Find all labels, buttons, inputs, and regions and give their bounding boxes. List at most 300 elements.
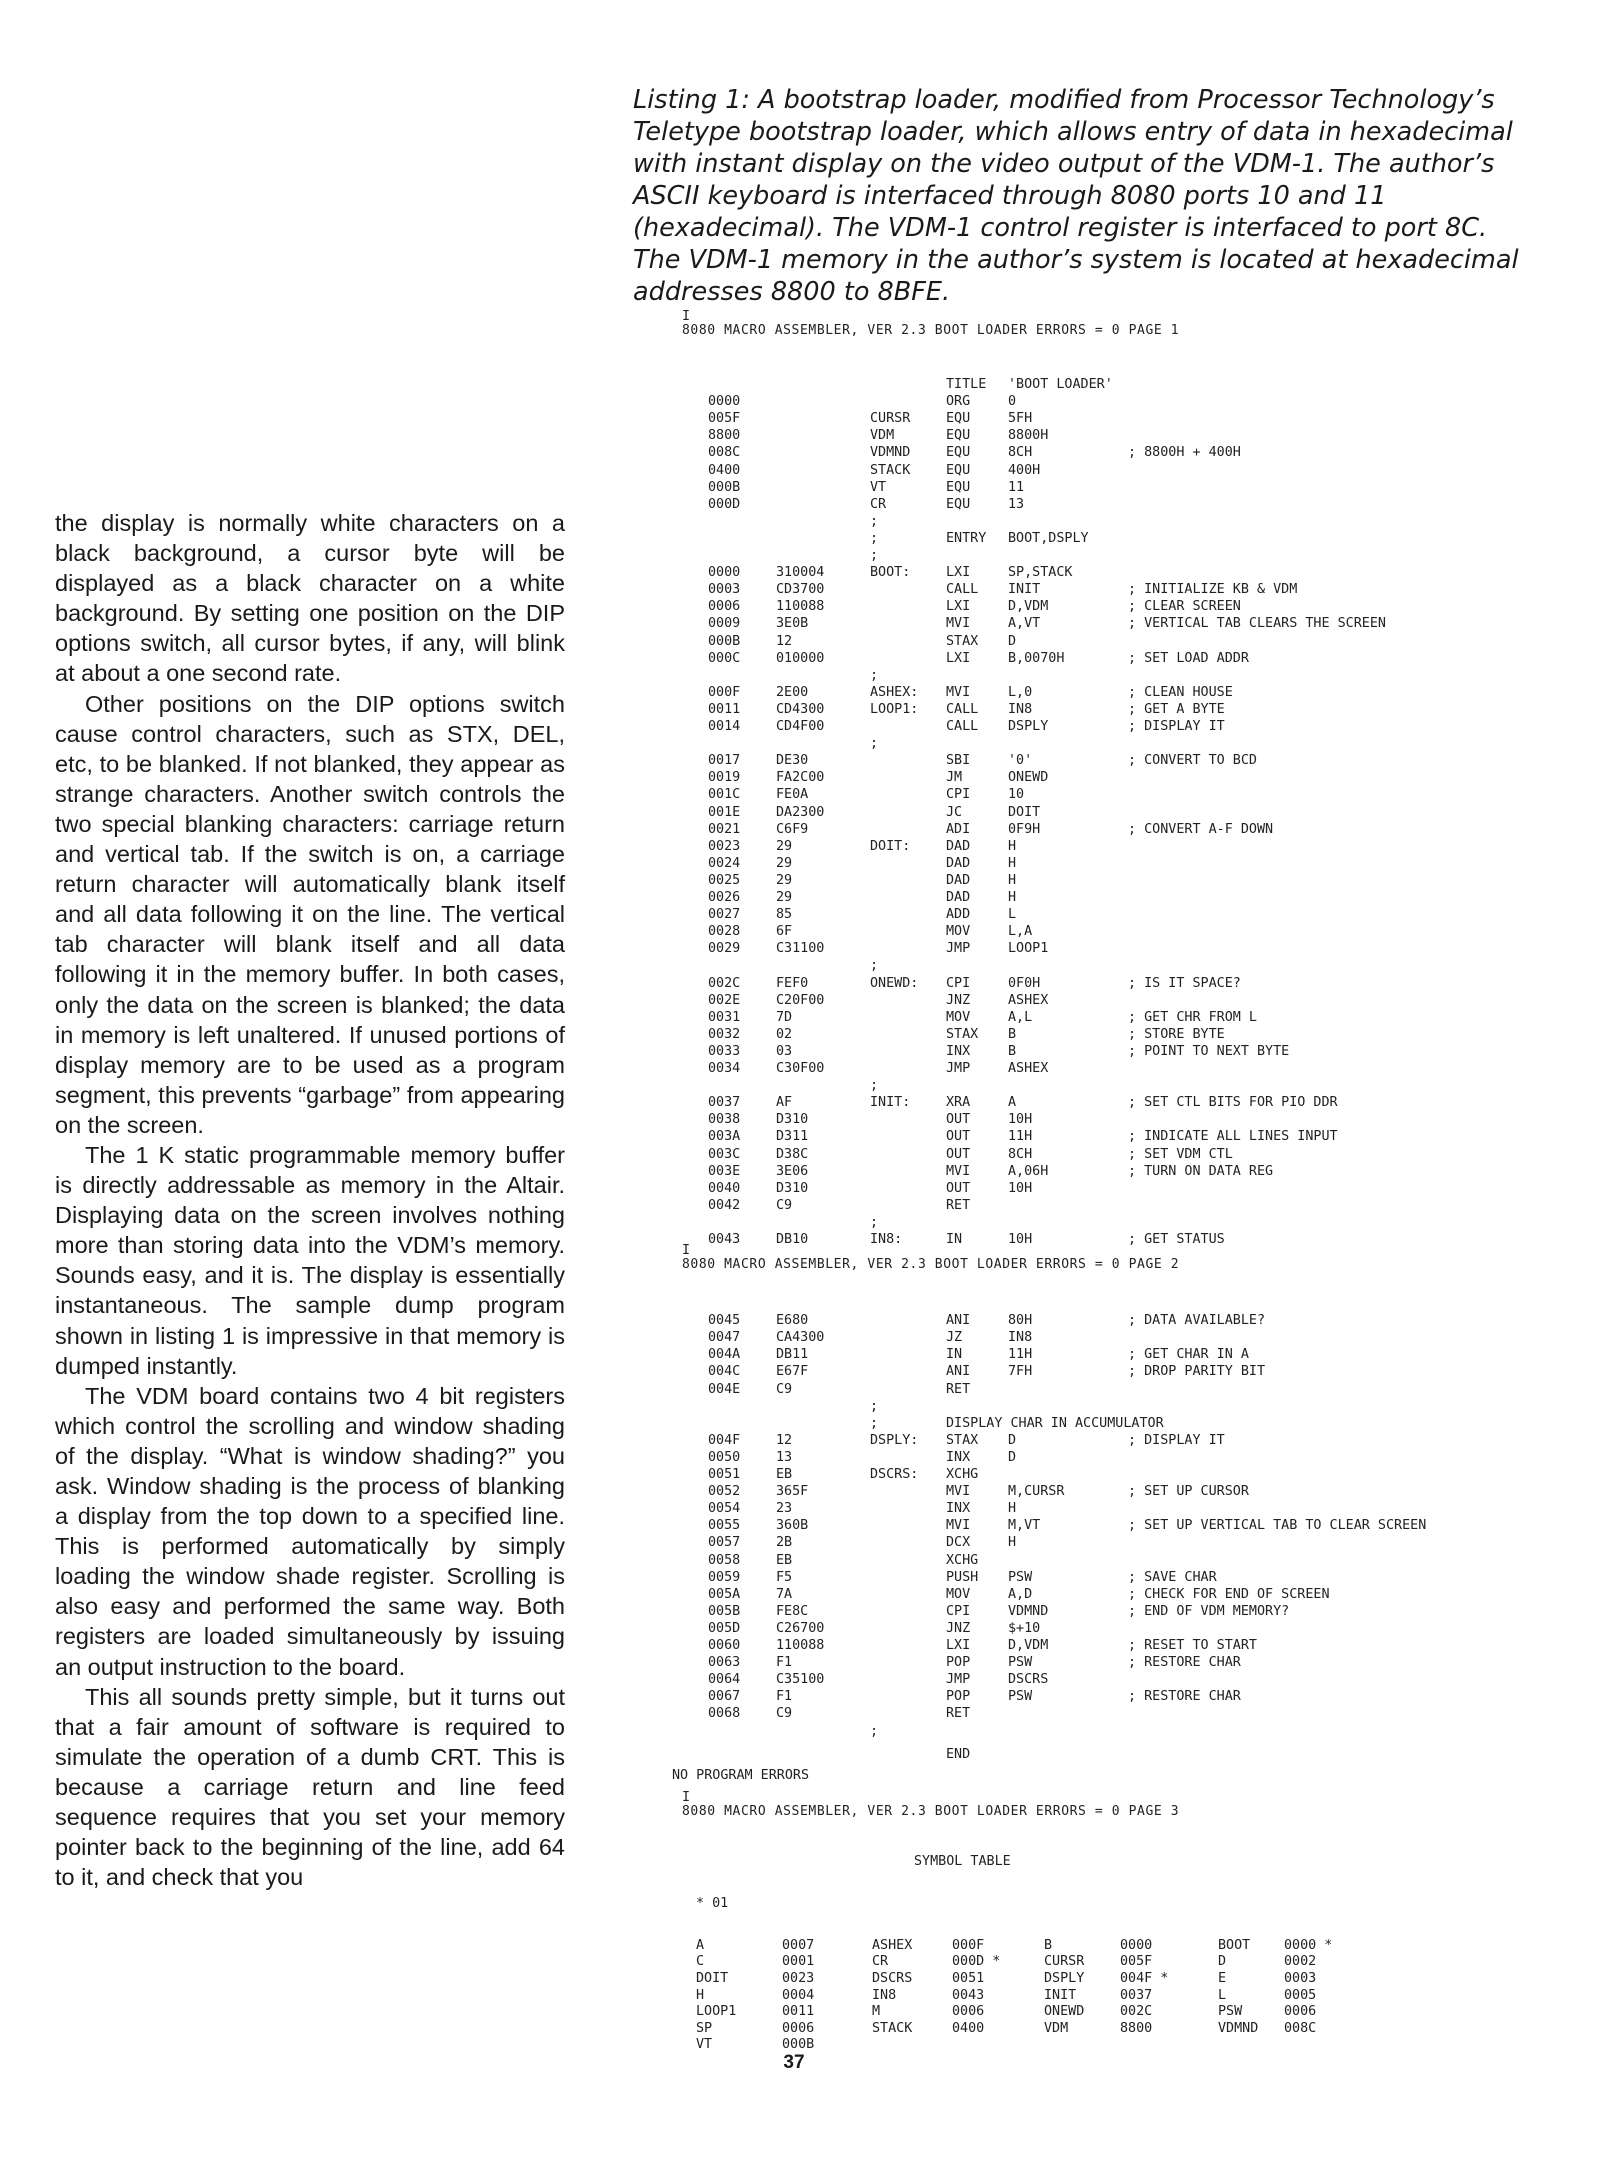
symbol-name: VDMND [1218,2020,1259,2036]
symbol-name: IN8 [872,1987,897,2003]
opcode: OUT [946,1146,971,1162]
symbol-value: 0000 [1120,1937,1153,1953]
symbol-value: 0023 [782,1970,815,1986]
operand: ONEWD [1008,770,1049,786]
object-code: 12 [776,633,793,649]
object-code: C26700 [776,1620,825,1636]
operand: D,VDM [1008,1638,1049,1653]
line-address: 0067 [708,1689,741,1705]
object-code: DE30 [776,753,809,769]
line-address: 0026 [708,890,741,905]
opcode: CALL [946,582,979,598]
object-code: 29 [776,872,793,888]
operand: IN8 [1008,701,1033,717]
operand: A,VT [1008,616,1041,632]
line-label: ONEWD: [870,975,919,991]
line-label: LOOP1: [870,701,919,717]
line-label: VT [870,479,887,495]
object-code: 2B [776,1535,793,1551]
line-address: 001E [708,804,741,820]
operand: A [1008,1095,1017,1111]
line-label: ; [870,667,879,683]
object-code: 110088 [776,599,825,615]
operand: 8800H [1008,428,1049,444]
comment: ; CONVERT TO BCD [1128,753,1257,769]
comment: ; INITIALIZE KB & VDM [1128,582,1298,598]
opcode: POP [946,1655,971,1671]
line-label: IN8: [870,1232,903,1247]
symbol-value: 0007 [782,1937,815,1953]
object-code: 310004 [776,565,825,581]
line-label: DOIT: [870,838,911,854]
page-number: 37 [783,2052,805,2073]
line-address: 0051 [708,1467,741,1482]
opcode: RET [946,1706,971,1722]
symbol-value: 0006 [952,2004,985,2020]
symbol-name: STACK [872,2020,913,2036]
object-code: FE0A [776,787,809,803]
operand: L,0 [1008,684,1033,700]
line-address: 0028 [708,924,741,940]
symbol-value: 0005 [1284,1987,1317,2003]
object-code: 7D [776,1009,793,1025]
opcode: JC [946,804,963,820]
opcode: XCHG [946,1552,979,1568]
comment: ; CONVERT A-F DOWN [1128,821,1274,837]
line-address: 008C [708,445,741,461]
opcode: LXI [946,650,971,666]
operand: 8CH [1008,1146,1033,1162]
line-label: VDM [870,428,895,444]
opcode: TITLE [946,377,987,392]
object-code: 360B [776,1518,809,1534]
object-code: 010000 [776,650,825,666]
operand: INIT [1008,582,1041,598]
object-code: 3E0B [776,616,809,632]
symbol-value: 0051 [952,1970,985,1986]
opcode: ENTRY [946,530,987,546]
page-break-mark: I [682,309,691,324]
opcode: STAX [946,1026,979,1042]
operand: ASHEX [1008,1061,1049,1076]
operand: B [1008,1026,1017,1042]
operand: PSW [1008,1689,1033,1705]
operand: D [1008,1449,1017,1465]
line-address: 0000 [708,565,741,581]
opcode: EQU [946,462,971,478]
opcode: MOV [946,1009,971,1025]
symbol-name: ASHEX [872,1937,913,1953]
symbol-name: VDM [1044,2020,1069,2036]
opcode: JNZ [946,992,971,1008]
object-code: C31100 [776,941,825,957]
object-code: 29 [776,838,793,854]
opcode: OUT [946,1112,971,1128]
operand: D,VDM [1008,599,1049,615]
opcode: POP [946,1689,971,1705]
comment: ; DISPLAY IT [1128,719,1225,734]
operand: 7FH [1008,1364,1033,1380]
comment: ; SET VDM CTL [1128,1146,1233,1162]
comment: ; INDICATE ALL LINES INPUT [1128,1129,1338,1145]
line-address: 005D [708,1620,741,1636]
symbol-value: 0002 [1284,1954,1317,1970]
symbol-value: 8800 [1120,2020,1153,2036]
opcode: JMP [946,1672,971,1688]
line-label: ; [870,1398,879,1414]
line-address: 0057 [708,1535,741,1551]
opcode: ANI [946,1364,971,1380]
symbol-name: C [696,1954,705,1970]
opcode: SBI [946,753,971,769]
operand: 0 [1008,394,1017,410]
opcode: JZ [946,1330,963,1346]
object-code: C30F00 [776,1061,825,1076]
opcode: IN [946,1347,963,1363]
symbol-name: PSW [1218,2004,1243,2020]
comment: ; GET CHR FROM L [1128,1009,1257,1025]
operand: 0F9H [1008,821,1041,837]
object-code: E67F [776,1364,809,1380]
opcode: LXI [946,1638,971,1653]
line-address: 0045 [708,1313,741,1329]
opcode: EQU [946,411,971,427]
operand: 10H [1008,1232,1033,1247]
line-address: 0055 [708,1518,741,1534]
symbol-value: 004F * [1120,1970,1169,1986]
symbol-value: 0011 [782,2004,815,2020]
object-code: 110088 [776,1638,825,1653]
symbol-value: 002C [1120,2004,1153,2020]
object-code: F1 [776,1689,793,1705]
operand: 0F0H [1008,975,1041,991]
line-label: CURSR [870,411,911,427]
operand: H [1008,872,1017,888]
opcode: STAX [946,633,979,649]
object-code: CD4F00 [776,719,825,734]
comment: ; DISPLAY IT [1128,1432,1225,1448]
object-code: EB [776,1552,793,1568]
symbol-value: 005F [1120,1954,1153,1970]
comment: ; SAVE CHAR [1128,1569,1217,1585]
opcode: XCHG [946,1467,979,1482]
operand: 5FH [1008,411,1033,427]
line-address: 0031 [708,1009,741,1025]
operand: L [1008,907,1017,923]
comment: ; GET CHAR IN A [1128,1347,1249,1363]
comment: ; IS IT SPACE? [1128,975,1241,991]
comment: ; CHECK FOR END OF SCREEN [1128,1586,1330,1602]
symbol-value: 000B [782,2037,815,2053]
line-address: 0058 [708,1552,741,1568]
opcode: MVI [946,616,971,632]
opcode: RET [946,1197,971,1213]
operand: ASHEX [1008,992,1049,1008]
line-address: 0014 [708,719,741,734]
line-address: 0029 [708,941,741,957]
line-address: 002C [708,975,741,991]
opcode: CALL [946,719,979,734]
opcode: PUSH [946,1569,979,1585]
line-address: 0011 [708,701,741,717]
opcode: STAX [946,1432,979,1448]
assembler-page-header: 8080 MACRO ASSEMBLER, VER 2.3 BOOT LOADER ERRORS = 0 PAGE 3 [682,1803,1180,1819]
comment: ; POINT TO NEXT BYTE [1128,1043,1290,1059]
opcode: INX [946,1501,971,1517]
operand: 80H [1008,1313,1033,1329]
operand: B [1008,1043,1017,1059]
symbol-value: 0001 [782,1954,815,1970]
symbol-name: BOOT [1218,1937,1251,1953]
line-address: 8800 [708,428,741,444]
symbol-name: SP [696,2020,713,2036]
object-code: C6F9 [776,821,809,837]
operand: 8CH [1008,445,1033,461]
comment: ; RESET TO START [1128,1638,1257,1653]
operand: B,0070H [1008,650,1065,666]
line-address: 0042 [708,1197,741,1213]
object-code: C9 [776,1706,793,1722]
line-address: 0038 [708,1112,741,1128]
operand: IN8 [1008,1330,1033,1346]
line-address: 003C [708,1146,741,1162]
comment: ; TURN ON DATA REG [1128,1163,1274,1179]
line-address: 0019 [708,770,741,786]
line-label: ; [870,1214,879,1230]
comment: ; CLEAN HOUSE [1128,684,1233,700]
opcode: INX [946,1449,971,1465]
comment: ; DATA AVAILABLE? [1128,1313,1266,1329]
opcode: ADD [946,907,971,923]
opcode: EQU [946,445,971,461]
operand: BOOT,DSPLY [1008,530,1089,546]
operand: H [1008,838,1017,854]
comment: ; SET UP CURSOR [1128,1484,1249,1500]
symbol-table-marker: * 01 [696,1895,729,1911]
operand: DOIT [1008,804,1041,820]
line-label: ; [870,958,879,974]
symbol-name: CR [872,1954,889,1970]
symbol-value: 0400 [952,2020,985,2036]
line-address: 0000 [708,394,741,410]
operand: A,06H [1008,1163,1049,1179]
opcode: END [946,1746,971,1762]
comment: ; SET UP VERTICAL TAB TO CLEAR SCREEN [1128,1518,1427,1534]
line-address: 0027 [708,907,741,923]
object-code: D310 [776,1180,809,1196]
operand: 'BOOT LOADER' [1008,377,1113,392]
line-label: ; [870,513,879,529]
comment: ; STORE BYTE [1128,1026,1225,1042]
object-code: C9 [776,1197,793,1213]
line-address: 000F [708,684,741,700]
line-label: ; [870,736,879,752]
line-label: BOOT: [870,565,911,581]
opcode: ANI [946,1313,971,1329]
opcode: INX [946,1043,971,1059]
opcode: MVI [946,1484,971,1500]
symbol-name: ONEWD [1044,2004,1085,2020]
object-code: CD3700 [776,582,825,598]
object-code: C20F00 [776,992,825,1008]
comment: ; GET A BYTE [1128,701,1225,717]
operand: 10 [1008,787,1025,803]
object-code: D310 [776,1112,809,1128]
symbol-value: 0006 [782,2020,815,2036]
line-address: 0043 [708,1232,741,1247]
symbol-value: 0003 [1284,1970,1317,1986]
line-label: ; [870,1723,879,1739]
opcode: CPI [946,1603,971,1619]
comment: ; VERTICAL TAB CLEARS THE SCREEN [1128,616,1386,632]
opcode: JMP [946,1061,971,1076]
line-address: 0040 [708,1180,741,1196]
line-label: STACK [870,462,911,478]
operand: D [1008,1432,1017,1448]
opcode: DAD [946,872,971,888]
object-code: 7A [776,1586,793,1602]
line-address: 0037 [708,1095,741,1111]
operand: DSCRS [1008,1672,1049,1688]
operand: A,D [1008,1586,1033,1602]
operand: VDMND [1008,1603,1049,1619]
article-paragraph: the display is normally white characters on a black background, a cursor byte will be displayed as a black character on a white background. By setting one position on the DIP options switch, all cursor bytes, if any, will blink at about a one second rate. [55,510,565,687]
opcode: ADI [946,821,971,837]
line-address: 0047 [708,1330,741,1346]
line-label: ASHEX: [870,684,919,700]
opcode: DAD [946,855,971,871]
line-address: 0003 [708,582,741,598]
line-label: CR [870,496,887,512]
line-address: 0032 [708,1026,741,1042]
line-address: 005F [708,411,741,427]
object-code: AF [776,1095,793,1111]
operand: $+10 [1008,1620,1041,1636]
line-address: 0024 [708,855,741,871]
opcode: MOV [946,924,971,940]
object-code: DB10 [776,1232,809,1247]
operand: H [1008,1535,1017,1551]
line-label: DSCRS: [870,1467,919,1482]
object-code: CD4300 [776,701,825,717]
symbol-name: VT [696,2037,713,2053]
line-address: 003A [708,1129,741,1145]
opcode: DAD [946,890,971,905]
line-address: 0021 [708,821,741,837]
opcode: JMP [946,941,971,957]
line-address: 0006 [708,599,741,615]
comment: ; END OF VDM MEMORY? [1128,1603,1290,1619]
object-code: DB11 [776,1347,809,1363]
operand: 11 [1008,479,1025,495]
object-code: D38C [776,1146,809,1162]
symbol-name: DSCRS [872,1970,913,1986]
line-address: 0059 [708,1569,741,1585]
line-address: 0063 [708,1655,741,1671]
assembler-page-header: 8080 MACRO ASSEMBLER, VER 2.3 BOOT LOADER ERRORS = 0 PAGE 1 [682,323,1180,338]
object-code: F5 [776,1569,793,1585]
opcode: CALL [946,701,979,717]
operand: '0' [1008,753,1033,769]
operand: SP,STACK [1008,565,1073,581]
object-code: E680 [776,1313,809,1329]
listing-caption: Listing 1: A bootstrap loader, modified from Processor Technology’s Teletype bootstrap loader, which allows entry of data in hexadecimal with instant display on the video output of the VDM-1. The author’s ASCII keyboard is interfaced through 8080 ports 10 and 11 (hexadecimal). The VDM-1 control register is interfaced to port 8C. The VDM-1 memory in the author’s system is located at hexadecimal addresses 8800 to 8BFE. [633,85,1519,307]
line-address: 005B [708,1603,741,1619]
operand: 11H [1008,1347,1033,1363]
operand: H [1008,855,1017,871]
object-code: 03 [776,1043,793,1059]
line-address: 004F [708,1432,741,1448]
line-address: 000D [708,496,741,512]
symbol-name: LOOP1 [696,2004,737,2020]
operand: 400H [1008,462,1041,478]
symbol-table-title: SYMBOL TABLE [914,1853,1011,1869]
object-code: 23 [776,1501,793,1517]
operand: LOOP1 [1008,941,1049,957]
line-address: 0033 [708,1043,741,1059]
operand: H [1008,890,1017,905]
opcode: IN [946,1232,963,1247]
article-paragraph: Other positions on the DIP options switch cause control characters, such as STX, DEL, etc, to be blanked. If not blanked, they appear as strange characters. Another switch controls the two special blanking characters: carriage return and vertical tab. If the switch is on, a carriage return character will automatically blank itself and all data following it on the line. The vertical tab character will blank itself and all data following it in the memory buffer. In both cases, only the data on the screen is blanked; the data in memory is left unaltered. If unused portions of display memory are to be used as a program segment, this prevents “garbage” from appearing on the screen. [55,690,565,1138]
operand: D [1008,633,1017,649]
line-address: 004A [708,1347,741,1363]
operand: 10H [1008,1112,1033,1128]
object-code: 2E00 [776,684,809,700]
object-code: 02 [776,1026,793,1042]
opcode: EQU [946,496,971,512]
article-paragraph: The VDM board contains two 4 bit registers which control the scrolling and window shading of the display. “What is window shading?” you ask. Window shading is the process of blanking a display from the top down to a specified line. This is performed automatically by simply loading the window shade register. Scrolling is also easy and performed the same way. Both registers are loaded simultaneously by issuing an output instruction to the board. [55,1382,565,1680]
line-address: 0400 [708,462,741,478]
opcode: MVI [946,1518,971,1534]
object-code: EB [776,1467,793,1482]
object-code: DA2300 [776,804,825,820]
object-code: 3E06 [776,1163,809,1179]
symbol-value: 000F [952,1937,985,1953]
line-address: 0023 [708,838,741,854]
symbol-value: 0004 [782,1987,815,2003]
assembler-listing [672,309,1552,2053]
line-address: 004E [708,1381,741,1397]
line-label: ; [870,530,879,546]
object-code: C9 [776,1381,793,1397]
symbol-name: A [696,1937,705,1953]
symbol-name: INIT [1044,1987,1077,2003]
object-code: 365F [776,1484,809,1500]
opcode: EQU [946,428,971,444]
line-address: 0009 [708,616,741,632]
object-code: 85 [776,907,793,923]
operand: M,VT [1008,1518,1041,1534]
line-address: 000C [708,650,741,666]
operand: A,L [1008,1009,1033,1025]
operand: 13 [1008,496,1025,512]
comment: ; RESTORE CHAR [1128,1655,1241,1671]
line-address: 0017 [708,753,741,769]
operand: H [1008,1501,1017,1517]
line-address: 0034 [708,1061,741,1076]
line-address: 000B [708,479,741,495]
object-code: 29 [776,890,793,905]
opcode: OUT [946,1180,971,1196]
opcode: OUT [946,1129,971,1145]
no-errors-message: NO PROGRAM ERRORS [672,1767,810,1783]
object-code: 6F [776,924,793,940]
symbol-value: 000D * [952,1954,1001,1970]
opcode: MVI [946,684,971,700]
line-label: INIT: [870,1095,911,1111]
object-code: 12 [776,1432,793,1448]
article-paragraph: This all sounds pretty simple, but it turns out that a fair amount of software is required to simulate the operation of a dumb CRT. This is because a carriage return and line feed sequence requires that you set your memory pointer back to the beginning of the line, add 64 to it, and check that you [55,1683,565,1891]
